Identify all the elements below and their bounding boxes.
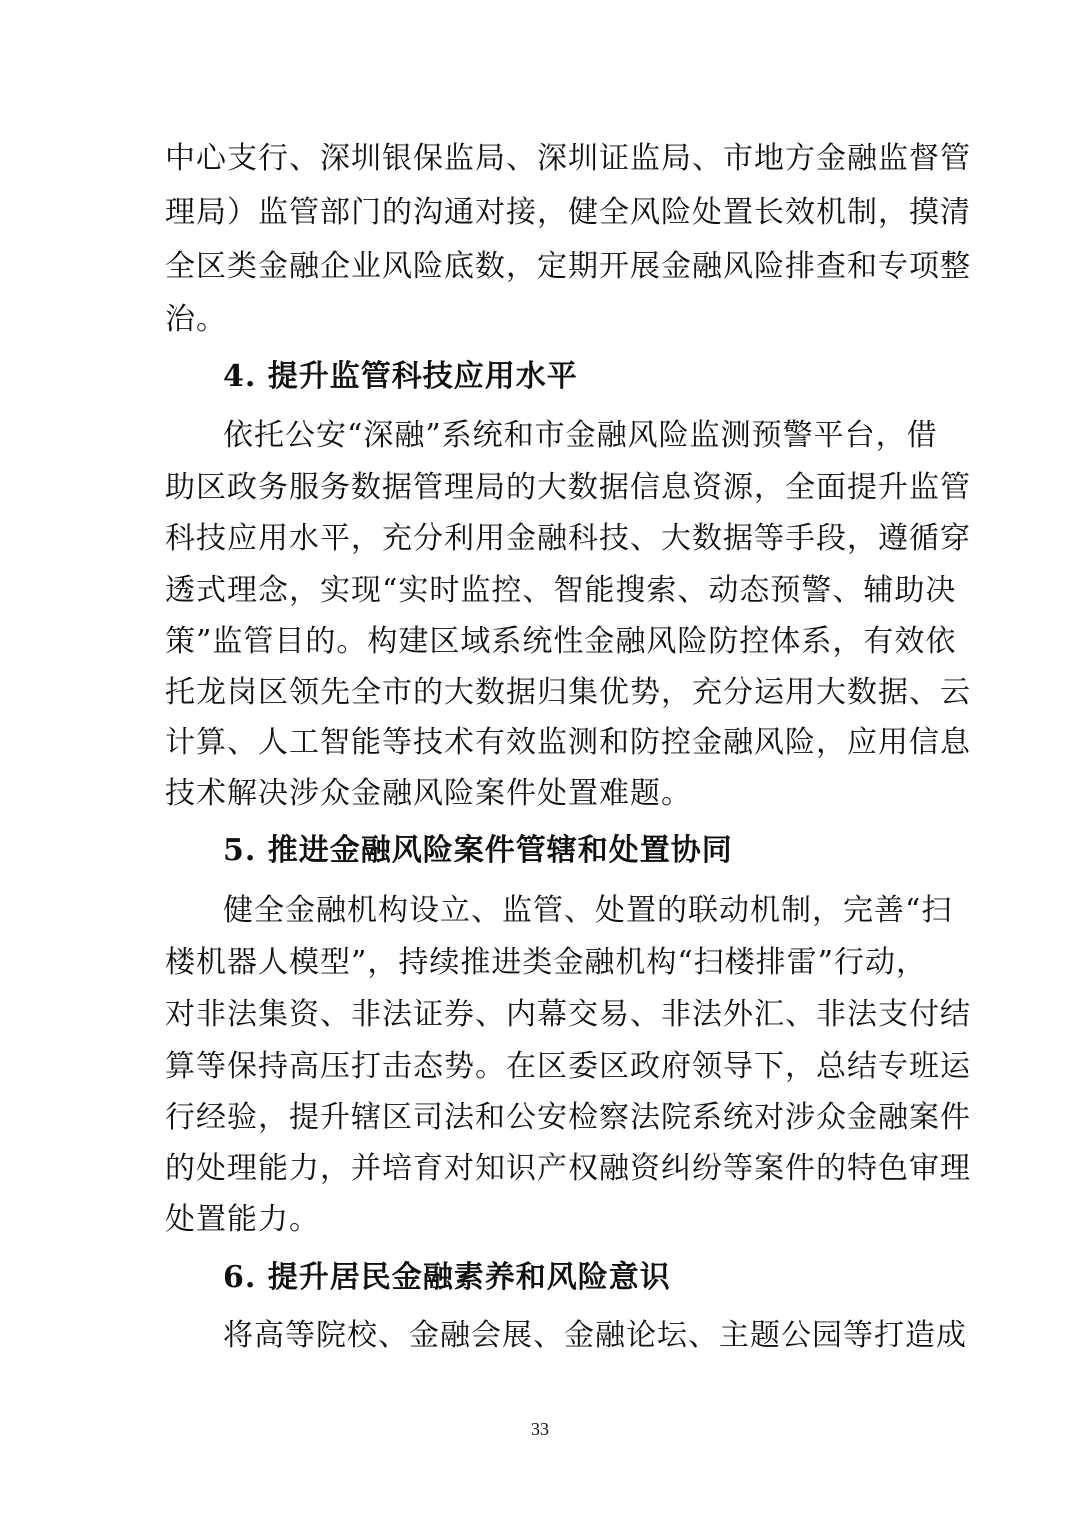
page-number: 33 — [531, 1419, 549, 1439]
paragraph-line: 托龙岗区领先全市的大数据归集优势，充分运用大数据、云 — [165, 675, 971, 710]
paragraph-line: 全区类金融企业风险底数，定期开展金融风险排查和专项整 — [165, 249, 971, 284]
paragraph-line: 策”监管目的。构建区域系统性金融风险防控体系，有效依 — [165, 624, 957, 659]
paragraph-line: 治。 — [165, 302, 227, 337]
paragraph-line: 健全金融机构设立、监管、处置的联动机制，完善“扫 — [223, 893, 953, 928]
section-heading-6: 6. 提升居民金融素养和风险意识 — [223, 1260, 671, 1295]
paragraph-line: 计算、人工智能等技术有效监测和防控金融风险，应用信息 — [165, 725, 971, 760]
paragraph-line: 算等保持高压打击态势。在区委区政府领导下，总结专班运 — [165, 1049, 971, 1084]
paragraph-line: 依托公安“深融”系统和市金融风险监测预警平台，借 — [223, 418, 938, 453]
paragraph-line: 楼机器人模型”，持续推进类金融机构“扫楼排雷”行动， — [165, 945, 928, 980]
paragraph-line: 透式理念，实现“实时监控、智能搜索、动态预警、辅助决 — [165, 573, 957, 608]
paragraph-line: 助区政务服务数据管理局的大数据信息资源，全面提升监管 — [165, 470, 971, 505]
paragraph-line: 科技应用水平，充分利用金融科技、大数据等手段，遵循穿 — [165, 521, 971, 556]
paragraph-line: 理局）监管部门的沟通对接，健全风险处置长效机制，摸清 — [165, 195, 971, 230]
section-heading-4: 4. 提升监管科技应用水平 — [223, 359, 578, 394]
paragraph-line: 中心支行、深圳银保监局、深圳证监局、市地方金融监督管 — [165, 141, 971, 176]
paragraph-line: 行经验，提升辖区司法和公安检察法院系统对涉众金融案件 — [165, 1100, 971, 1135]
paragraph-line: 的处理能力，并培育对知识产权融资纠纷等案件的特色审理 — [165, 1151, 971, 1186]
paragraph-line: 将高等院校、金融会展、金融论坛、主题公园等打造成 — [223, 1318, 967, 1353]
paragraph-line: 对非法集资、非法证券、内幕交易、非法外汇、非法支付结 — [165, 997, 971, 1032]
paragraph-line: 技术解决涉众金融风险案件处置难题。 — [165, 776, 692, 811]
paragraph-line: 处置能力。 — [165, 1202, 320, 1237]
section-heading-5: 5. 推进金融风险案件管辖和处置协同 — [223, 833, 733, 868]
